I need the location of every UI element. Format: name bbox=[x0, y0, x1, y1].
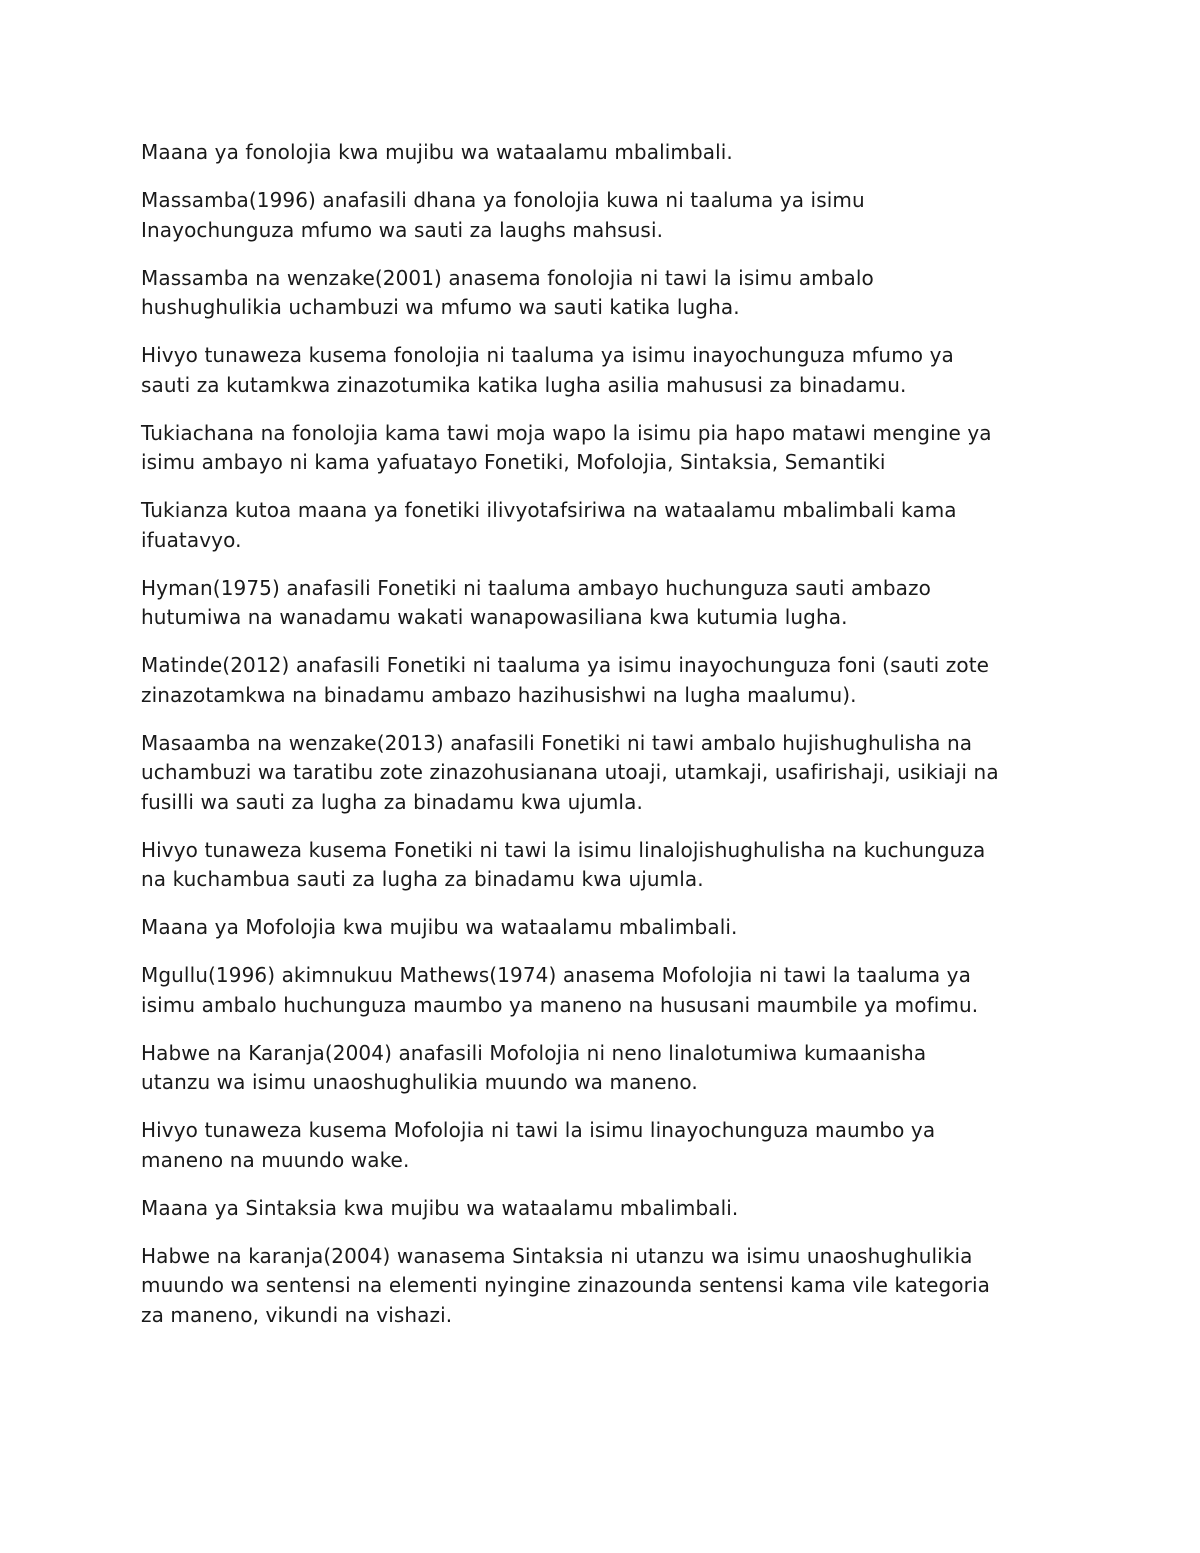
paragraph: Habwe na Karanja(2004) anafasili Mofolojia ni neno linalotumiwa kumaanisha utanzu wa isimu unaoshughulikia muundo wa maneno. bbox=[141, 1040, 927, 1094]
paragraph: Hivyo tunaweza kusema fonolojia ni taaluma ya isimu inayochunguza mfumo ya sauti za kutamkwa zinazotumika katika lugha asilia mahususi za binadamu. bbox=[141, 343, 954, 397]
paragraph: Hyman(1975) anafasili Fonetiki ni taaluma ambayo huchunguza sauti ambazo hutumiwa na wanadamu wakati wanapowasiliana kwa kutumia lugha. bbox=[141, 575, 931, 629]
paragraph: Maana ya fonolojia kwa mujibu wa wataalamu mbalimbali. bbox=[141, 140, 733, 164]
paragraph: Maana ya Sintaksia kwa mujibu wa wataalamu mbalimbali. bbox=[141, 1195, 739, 1220]
paragraph: Tukianza kutoa maana ya fonetiki ilivyotafsiriwa na wataalamu mbalimbali kama ifuatavyo. bbox=[141, 498, 957, 552]
paragraph: Mgullu(1996) akimnukuu Mathews(1974) anasema Mofolojia ni tawi la taaluma ya isimu ambalo huchunguza maumbo ya maneno na hususani maumbile ya mofimu. bbox=[141, 963, 979, 1017]
paragraph: Massamba(1996) anafasili dhana ya fonolojia kuwa ni taaluma ya isimu Inayochunguza mfumo wa sauti za laughs mahsusi. bbox=[141, 188, 865, 242]
paragraph: Hivyo tunaweza kusema Mofolojia ni tawi la isimu linayochunguza maumbo ya maneno na muundo wake. bbox=[141, 1118, 936, 1172]
paragraph: Matinde(2012) anafasili Fonetiki ni taaluma ya isimu inayochunguza foni (sauti zote zinazotamkwa na binadamu ambazo hazihusishwi na lugha maalumu). bbox=[141, 653, 990, 707]
paragraph: Maana ya Mofolojia kwa mujibu wa wataalamu mbalimbali. bbox=[141, 915, 738, 939]
paragraph: Habwe na karanja(2004) wanasema Sintaksia ni utanzu wa isimu unaoshughulikia muundo wa sentensi na elementi nyingine zinazounda sentensi kama vile kategoria za maneno, vikundi na vishazi. bbox=[141, 1243, 990, 1327]
paragraph: Massamba na wenzake(2001) anasema fonolojia ni tawi la isimu ambalo hushughulikia uchambuzi wa mfumo wa sauti katika lugha. bbox=[141, 265, 874, 319]
paragraph: Tukiachana na fonolojia kama tawi moja wapo la isimu pia hapo matawi mengine ya isimu ambayo ni kama yafuatayo Fonetiki, Mofolojia, Sintaksia, Semantiki bbox=[141, 420, 992, 474]
paragraph: Hivyo tunaweza kusema Fonetiki ni tawi la isimu linalojishughulisha na kuchunguza na kuchambua sauti za lugha za binadamu kwa ujumla. bbox=[141, 837, 986, 891]
document-body bbox=[141, 138, 1071, 1349]
paragraph: Masaamba na wenzake(2013) anafasili Fonetiki ni tawi ambalo hujishughulisha na uchambuzi wa taratibu zote zinazohusianana utoaji, utamkaji, usafirishaji, usikiaji na fusilli wa sauti za lugha za binadamu kwa ujumla. bbox=[141, 730, 999, 814]
